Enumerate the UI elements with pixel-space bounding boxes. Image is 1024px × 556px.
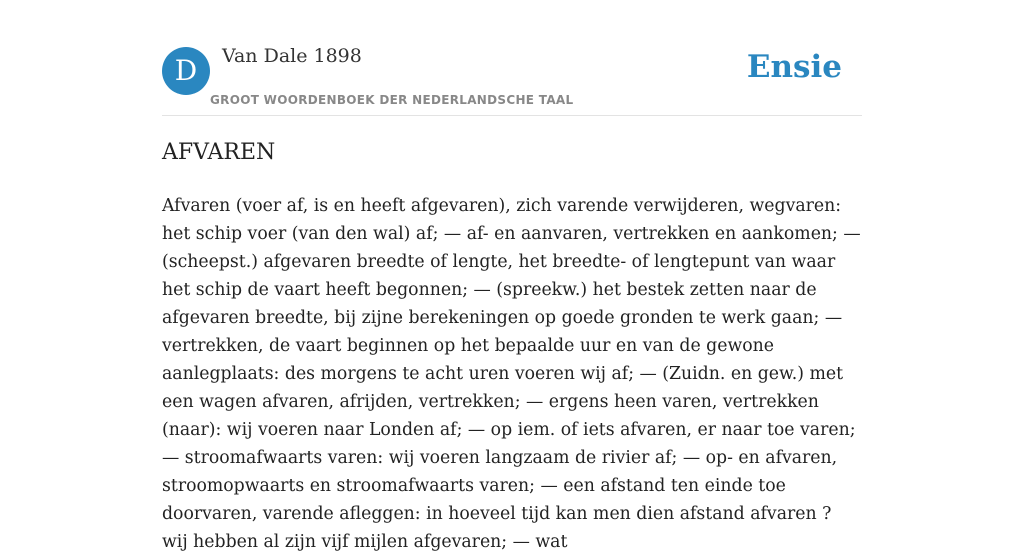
brand-logo-link[interactable]: Ensie bbox=[746, 49, 842, 85]
entry-definition: Afvaren (voer af, is en heeft afgevaren), zich varende verwijderen, wegvaren: het schip voer (van den wal) af; — af- en aanvaren, vertrekken en aankomen; — (scheepst.) afgevaren breedte of lengte, het breedte- of lengtepunt van waar het schip de vaart heeft begonnen; — (spreekw.) het bestek zetten naar de afgevaren breedte, bij zijne berekeningen op goede gronden te werk gaan; — vertrekken, de vaart beginnen op het bepaalde uur en van de gewone aanlegplaats: des morgens te acht uren voeren wij af; — (Zuidn. en gew.) met een wagen afvaren, afrijden, vertrekken; — ergens heen varen, vertrekken (naar): wij voeren naar Londen af; — op iem. of iets afvaren, er naar toe varen; — stroomafwaarts varen: wij voeren langzaam de rivier af; — op- en afvaren, stroomopwaarts en stroomafwaarts varen; — een afstand ten einde toe doorvaren, varende afleggen: in hoeveel tijd kan men dien afstand afvaren ? wij hebben al zijn vijf mijlen afgevaren; — wat bbox=[162, 196, 861, 552]
source-subtitle: GROOT WOORDENBOEK DER NEDERLANDSCHE TAAL bbox=[210, 93, 574, 107]
source-title[interactable]: Van Dale 1898 bbox=[222, 45, 362, 67]
header bbox=[162, 40, 862, 116]
source-logo[interactable]: D bbox=[162, 47, 210, 95]
entry-headword: AFVAREN bbox=[162, 140, 276, 165]
